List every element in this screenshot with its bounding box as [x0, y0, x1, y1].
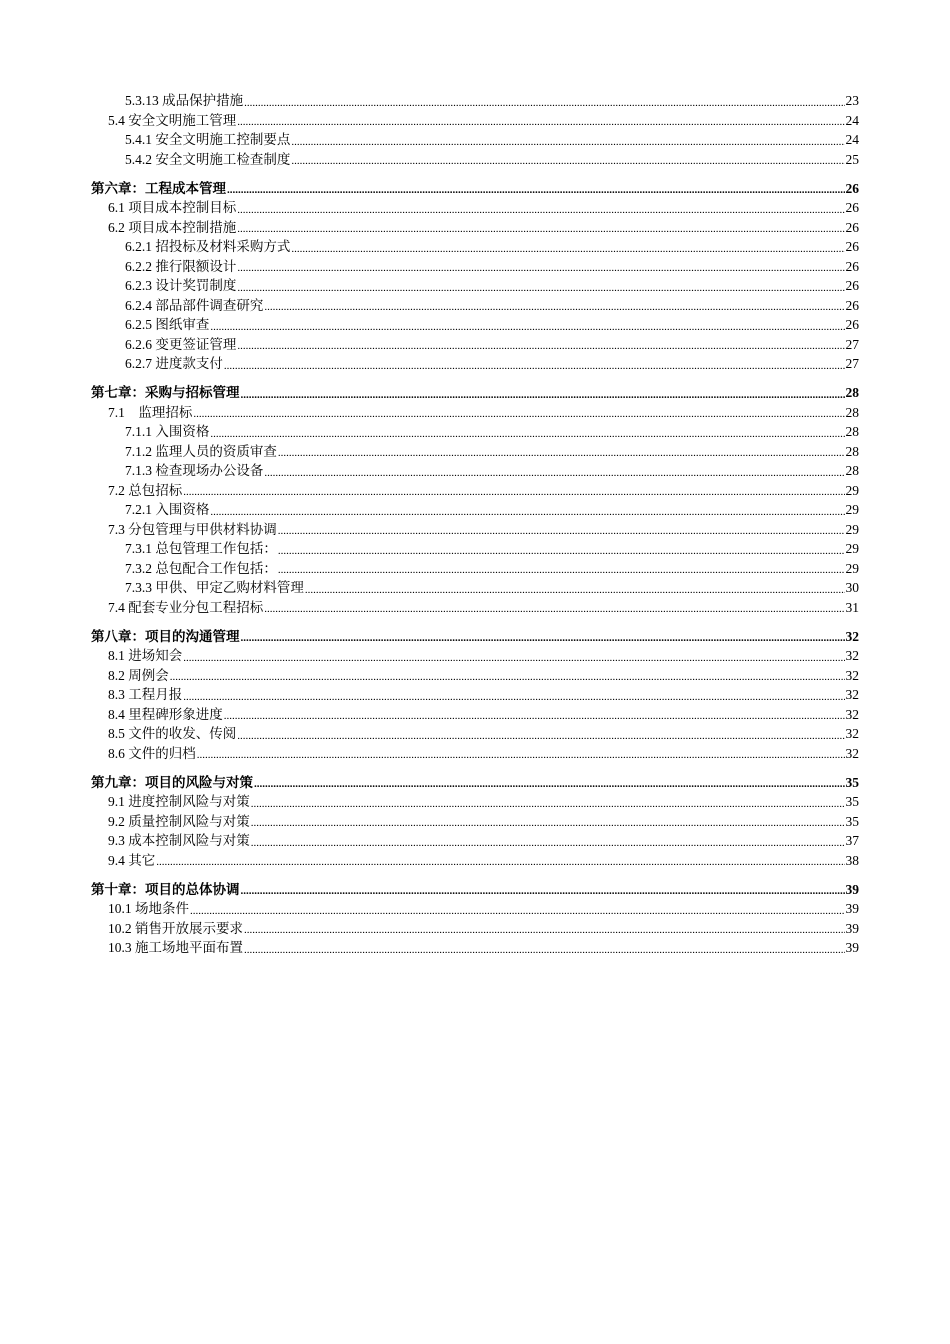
dot-leader: [237, 724, 844, 744]
toc-entry-title: 9.2 质量控制风险与对策: [108, 813, 250, 829]
dot-leader: [210, 500, 844, 520]
toc-entry-page-number: 26: [845, 219, 859, 235]
dot-leader: [197, 744, 845, 764]
toc-entry[interactable]: [91, 296, 859, 316]
toc-entry[interactable]: [91, 724, 859, 744]
toc-entry-title: 6.2.1 招投标及材料采购方式: [125, 239, 291, 254]
toc-entry-title: 9.4 其它: [108, 852, 156, 868]
dot-leader: [237, 257, 844, 277]
toc-entry-page-number: 37: [845, 833, 859, 848]
toc-entry[interactable]: [91, 257, 859, 277]
dot-leader: [241, 880, 845, 900]
toc-entry-page-number: 35: [845, 774, 859, 790]
dot-leader: [254, 773, 845, 793]
dot-leader: [278, 559, 845, 579]
toc-entry-page-number: 28: [845, 424, 859, 439]
toc-entry-title: 10.1 场地条件: [108, 901, 189, 916]
toc-entry[interactable]: [91, 315, 859, 335]
toc-entry-title: 第七章：采购与招标管理: [91, 385, 240, 400]
toc-entry-page-number: 26: [845, 200, 859, 215]
toc-entry-title: 7.3 分包管理与甲供材料协调: [108, 521, 277, 537]
dot-leader: [291, 150, 844, 170]
toc-entry[interactable]: [91, 403, 859, 423]
toc-entry-title: 6.1 项目成本控制目标: [108, 200, 237, 215]
toc-entry[interactable]: [91, 919, 859, 939]
toc-entry-page-number: 32: [845, 706, 859, 722]
dot-leader: [251, 812, 845, 832]
toc-entry-title: 8.3 工程月报: [108, 687, 183, 702]
toc-entry-title: 6.2.7 进度款支付: [125, 356, 223, 371]
toc-entry-page-number: 24: [845, 132, 859, 147]
dot-leader: [251, 792, 845, 812]
dot-leader: [244, 938, 845, 958]
toc-entry-page-number: 26: [845, 239, 859, 254]
toc-entry[interactable]: [91, 578, 859, 598]
dot-leader: [156, 851, 844, 871]
toc-entry-title: 8.6 文件的归档: [108, 745, 196, 761]
toc-entry-page-number: 27: [845, 356, 859, 371]
toc-entry-page-number: 30: [845, 580, 859, 595]
dot-leader: [190, 899, 845, 919]
dot-leader: [291, 237, 844, 257]
toc-entry-page-number: 32: [845, 628, 859, 644]
toc-entry-title: 5.3.13 成品保护措施: [125, 93, 244, 108]
toc-entry-page-number: 28: [845, 463, 859, 478]
toc-entry[interactable]: [91, 685, 859, 705]
dot-leader: [193, 403, 844, 423]
toc-entry-page-number: 28: [845, 404, 859, 420]
toc-entry-title: 7.1.3 检查现场办公设备: [125, 463, 264, 478]
toc-entry[interactable]: [91, 218, 859, 238]
toc-entry-page-number: 29: [845, 521, 859, 537]
toc-entry[interactable]: [91, 792, 859, 812]
toc-entry-title: 6.2.2 推行限额设计: [125, 258, 237, 274]
dot-leader: [170, 666, 845, 686]
toc-entry[interactable]: [91, 335, 859, 355]
toc-entry-title: 6.2 项目成本控制措施: [108, 219, 237, 235]
dot-leader: [241, 627, 845, 647]
toc-entry[interactable]: [91, 666, 859, 686]
dot-leader: [291, 130, 844, 150]
toc-entry[interactable]: [91, 899, 859, 919]
toc-entry-title: 7.1 监理招标: [108, 404, 193, 420]
dot-leader: [278, 520, 845, 540]
toc-entry-page-number: 29: [845, 541, 859, 556]
toc-entry-page-number: 38: [845, 852, 859, 868]
toc-entry-title: 7.3.2 总包配合工作包括：: [125, 560, 277, 576]
toc-entry-title: 5.4.2 安全文明施工检查制度: [125, 151, 291, 167]
dot-leader: [278, 539, 845, 559]
dot-leader: [183, 481, 844, 501]
toc-entry-title: 第九章：项目的风险与对策: [91, 774, 253, 790]
dot-leader: [244, 919, 845, 939]
toc-entry-title: 第八章：项目的沟通管理: [91, 628, 240, 644]
toc-entry-title: 8.5 文件的收发、传阅: [108, 726, 237, 741]
toc-entry-page-number: 35: [845, 813, 859, 829]
toc-entry[interactable]: [91, 559, 859, 579]
toc-entry-title: 9.3 成本控制风险与对策: [108, 833, 250, 848]
toc-entry-page-number: 32: [845, 667, 859, 683]
toc-entry[interactable]: [91, 150, 859, 170]
toc-entry[interactable]: [91, 831, 859, 851]
dot-leader: [210, 315, 844, 335]
toc-entry-title: 5.4 安全文明施工管理: [108, 112, 237, 128]
toc-entry-page-number: 39: [845, 920, 859, 936]
toc-entry-page-number: 32: [845, 687, 859, 702]
toc-entry[interactable]: [91, 442, 859, 462]
toc-entry-title: 第十章：项目的总体协调: [91, 881, 240, 897]
toc-entry[interactable]: [91, 237, 859, 257]
toc-entry-page-number: 26: [845, 180, 859, 196]
toc-entry[interactable]: [91, 198, 859, 218]
toc-entry[interactable]: [91, 130, 859, 150]
toc-entry-page-number: 32: [845, 648, 859, 663]
toc-entry[interactable]: [91, 91, 859, 111]
dot-leader: [278, 442, 845, 462]
toc-entry-page-number: 26: [845, 297, 859, 313]
toc-entry-title: 7.4 配套专业分包工程招标: [108, 599, 264, 615]
toc-entry-title: 8.4 里程碑形象进度: [108, 706, 223, 722]
toc-entry-page-number: 31: [845, 599, 859, 615]
dot-leader: [237, 335, 844, 355]
toc-entry-page-number: 28: [845, 443, 859, 459]
toc-entry-title: 10.3 施工场地平面布置: [108, 940, 243, 955]
toc-entry[interactable]: [91, 481, 859, 501]
toc-entry-page-number: 32: [845, 745, 859, 761]
toc-entry[interactable]: [91, 938, 859, 958]
dot-leader: [241, 383, 845, 403]
toc-entry[interactable]: [91, 520, 859, 540]
toc-entry-page-number: 25: [845, 151, 859, 167]
toc-entry[interactable]: [91, 598, 859, 618]
toc-entry[interactable]: [91, 705, 859, 725]
toc-entry-page-number: 24: [845, 112, 859, 128]
dot-leader: [210, 422, 844, 442]
toc-entry-title: 7.2.1 入围资格: [125, 502, 210, 517]
toc-entry-title: 10.2 销售开放展示要求: [108, 920, 243, 936]
toc-chapter-entry[interactable]: [91, 880, 859, 900]
toc-entry-page-number: 26: [845, 278, 859, 293]
toc-entry-page-number: 39: [845, 901, 859, 916]
toc-entry-title: 7.1.2 监理人员的资质审查: [125, 443, 277, 459]
toc-entry-title: 第六章：工程成本管理: [91, 180, 226, 196]
toc-entry-page-number: 28: [845, 385, 859, 400]
toc-entry-page-number: 35: [845, 794, 859, 809]
toc-entry[interactable]: [91, 276, 859, 296]
toc-entry-page-number: 29: [845, 502, 859, 517]
dot-leader: [251, 831, 845, 851]
dot-leader: [305, 578, 845, 598]
dot-leader: [237, 198, 844, 218]
dot-leader: [237, 276, 844, 296]
toc-entry-title: 6.2.5 图纸审查: [125, 317, 210, 332]
dot-leader: [227, 179, 845, 199]
dot-leader: [244, 91, 844, 111]
toc-entry-title: 5.4.1 安全文明施工控制要点: [125, 132, 291, 147]
toc-entry-title: 7.1.1 入围资格: [125, 424, 210, 439]
table-of-contents: [91, 91, 859, 958]
toc-entry-page-number: 27: [845, 336, 859, 352]
toc-entry-title: 6.2.6 变更签证管理: [125, 336, 237, 352]
dot-leader: [237, 111, 844, 131]
toc-entry-title: 8.1 进场知会: [108, 648, 183, 663]
toc-entry-page-number: 29: [845, 560, 859, 576]
toc-entry-page-number: 39: [845, 881, 859, 897]
toc-entry-title: 6.2.4 部品部件调查研究: [125, 297, 264, 313]
toc-entry[interactable]: [91, 539, 859, 559]
dot-leader: [183, 646, 844, 666]
toc-entry[interactable]: [91, 500, 859, 520]
dot-leader: [224, 354, 845, 374]
dot-leader: [264, 296, 844, 316]
toc-entry-title: 6.2.3 设计奖罚制度: [125, 278, 237, 293]
toc-entry[interactable]: [91, 646, 859, 666]
toc-chapter-entry[interactable]: [91, 179, 859, 199]
toc-entry-page-number: 26: [845, 258, 859, 274]
toc-entry-title: 7.3.1 总包管理工作包括：: [125, 541, 277, 556]
toc-entry[interactable]: [91, 354, 859, 374]
toc-entry-page-number: 29: [845, 482, 859, 498]
toc-entry-page-number: 26: [845, 317, 859, 332]
dot-leader: [264, 598, 844, 618]
toc-entry-page-number: 39: [845, 940, 859, 955]
dot-leader: [264, 461, 844, 481]
toc-entry[interactable]: [91, 851, 859, 871]
toc-entry-title: 8.2 周例会: [108, 667, 169, 683]
toc-entry-page-number: 23: [845, 93, 859, 108]
toc-entry[interactable]: [91, 744, 859, 764]
toc-entry[interactable]: [91, 812, 859, 832]
toc-entry-title: 7.3.3 甲供、甲定乙购材料管理: [125, 580, 304, 595]
toc-entry-title: 7.2 总包招标: [108, 482, 183, 498]
dot-leader: [237, 218, 844, 238]
toc-entry[interactable]: [91, 111, 859, 131]
dot-leader: [224, 705, 845, 725]
dot-leader: [183, 685, 844, 705]
toc-entry-title: 9.1 进度控制风险与对策: [108, 794, 250, 809]
toc-entry[interactable]: [91, 461, 859, 481]
toc-chapter-entry[interactable]: [91, 383, 859, 403]
toc-entry-page-number: 32: [845, 726, 859, 741]
toc-entry[interactable]: [91, 422, 859, 442]
toc-chapter-entry[interactable]: [91, 773, 859, 793]
toc-chapter-entry[interactable]: [91, 627, 859, 647]
